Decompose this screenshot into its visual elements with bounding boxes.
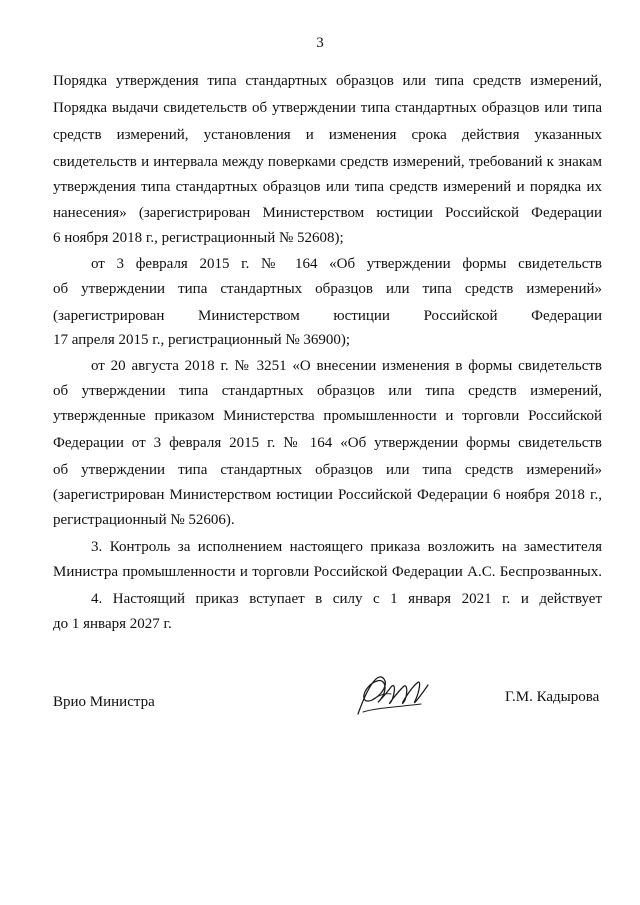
body-line: Порядка утверждения типа стандартных образцов или типа средств измерений, [53, 73, 602, 89]
body-line: утвержденные приказом Министерства промышленности и торговли Российской [53, 408, 602, 424]
body-line: свидетельств и интервала между поверками средств измерений, требований к знакам [53, 154, 602, 170]
signatory-title: Врио Министра [53, 694, 155, 710]
body-line: 3. Контроль за исполнением настоящего приказа возложить на заместителя [91, 539, 602, 555]
signature [349, 667, 431, 721]
body-line: 17 апреля 2015 г., регистрационный № 36900); [53, 332, 351, 348]
body-line: об утверждении типа стандартных образцов или типа средств измерений» [53, 281, 602, 297]
body-line: средств измерений, установления и изменения срока действия указанных [53, 127, 602, 143]
body-line: об утверждении типа стандартных образцов или типа средств измерений, [53, 383, 602, 399]
body-line: Порядка выдачи свидетельств об утверждении типа стандартных образцов или типа [53, 100, 602, 116]
body-line: 6 ноября 2018 г., регистрационный № 52608); [53, 230, 344, 246]
body-line: от 20 августа 2018 г. № 3251 «О внесении изменения в формы свидетельств [91, 358, 602, 374]
body-line: регистрационный № 52606). [53, 512, 235, 528]
body-line: утверждения типа стандартных образцов или типа средств измерений и порядка их [53, 179, 602, 195]
body-line: (зарегистрирован Министерством юстиции Российской Федерации [53, 308, 602, 324]
body-line: нанесения» (зарегистрирован Министерством юстиции Российской Федерации [53, 205, 602, 221]
signatory-name: Г.М. Кадырова [505, 689, 600, 705]
body-line: Федерации от 3 февраля 2015 г. № 164 «Об утверждении формы свидетельств [53, 435, 602, 451]
body-line: 4. Настоящий приказ вступает в силу с 1 января 2021 г. и действует [91, 591, 602, 607]
body-line: об утверждении типа стандартных образцов или типа средств измерений» [53, 462, 602, 478]
body-line: от 3 февраля 2015 г. № 164 «Об утверждении формы свидетельств [91, 256, 602, 272]
body-line: Министра промышленности и торговли Российской Федерации А.С. Беспрозванных. [53, 564, 602, 580]
body-line: до 1 января 2027 г. [53, 616, 172, 632]
body-line: (зарегистрирован Министерством юстиции Российской Федерации 6 ноября 2018 г., [53, 487, 602, 503]
page-number: 3 [316, 35, 324, 51]
